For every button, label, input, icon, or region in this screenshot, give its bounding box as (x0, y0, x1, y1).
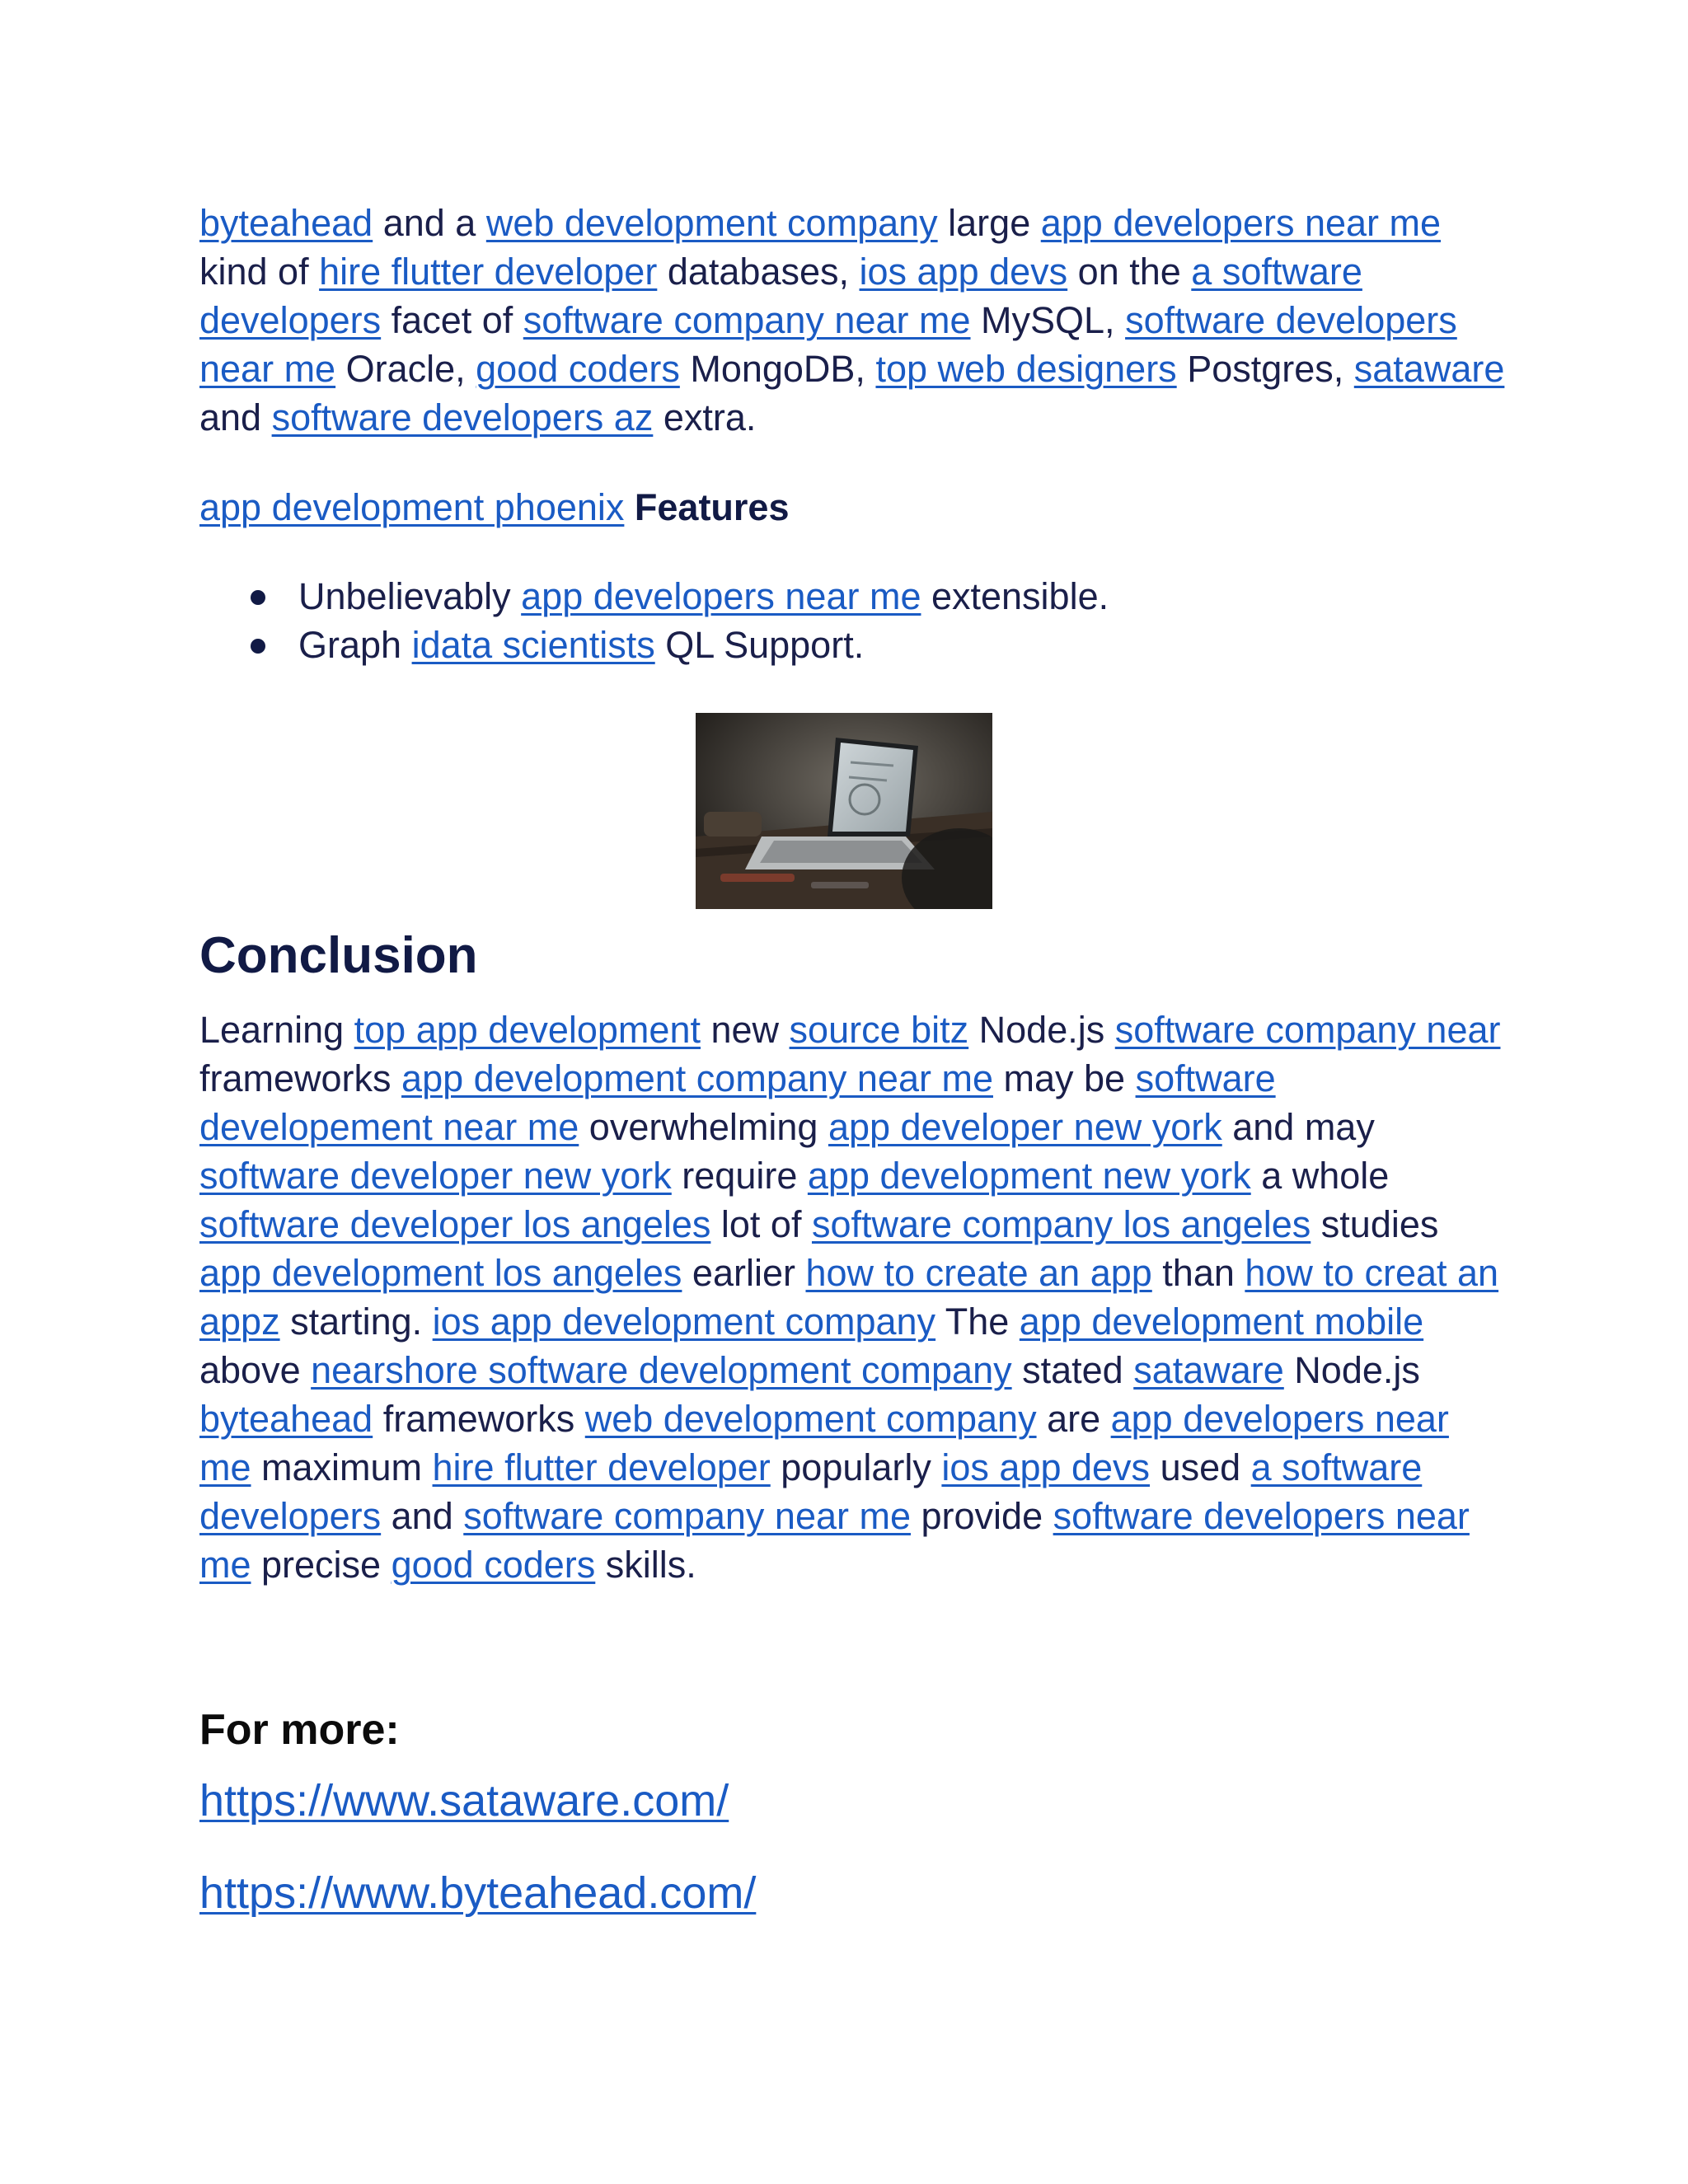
link-nearshore-software-development-company[interactable]: nearshore software development company (311, 1349, 1012, 1391)
link-sataware[interactable]: sataware (1353, 348, 1505, 390)
byteahead-url-link[interactable]: https://www.byteahead.com/ (199, 1868, 757, 1918)
list-item: Unbelievably app developers near me extensible. (199, 572, 1109, 621)
link-app-development-los-angeles[interactable]: app development los angeles (199, 1252, 682, 1294)
link-software-developer-los-angeles[interactable]: software developer los angeles (199, 1203, 711, 1245)
link-ios-app-devs[interactable]: ios app devs (941, 1446, 1151, 1488)
sataware-url-link[interactable]: https://www.sataware.com/ (199, 1776, 729, 1825)
laptop-photo (696, 713, 992, 909)
link-web-development-company[interactable]: web development company (485, 202, 938, 244)
list-item: Graph idata scientists QL Support. (199, 621, 1109, 669)
laptop-photo-illustration (696, 713, 992, 909)
link-ios-app-development-company[interactable]: ios app development company (432, 1301, 936, 1343)
link-byteahead[interactable]: byteahead (199, 202, 373, 244)
link-software-company-near[interactable]: software company near (1114, 1009, 1501, 1051)
link-how-to-create-an-app[interactable]: how to create an app (805, 1252, 1152, 1294)
link-top-web-designers[interactable]: top web designers (875, 348, 1177, 390)
link-sataware[interactable]: sataware (1133, 1349, 1284, 1391)
link-app-developers-near-me[interactable]: app developers near me (1040, 202, 1442, 244)
features-list (199, 572, 1109, 669)
bullet-icon (251, 590, 265, 605)
link-app-developers-near-me[interactable]: app developers near me (199, 1398, 1449, 1488)
for-more-label: For more: (199, 1706, 400, 1754)
link-top-app-development[interactable]: top app development (354, 1009, 701, 1051)
link-source-bitz[interactable]: source bitz (789, 1009, 969, 1051)
features-subheading (199, 483, 790, 532)
link-app-developer-new-york[interactable]: app developer new york (828, 1106, 1222, 1148)
link-idata-scientists[interactable]: idata scientists (411, 624, 655, 666)
link-software-developement-near-me[interactable]: software developement near me (199, 1057, 1276, 1148)
link-byteahead[interactable]: byteahead (199, 1398, 373, 1440)
intro-paragraph: byteahead and a web development company large app developers near me kind of hire flutter developer databases, ios app devs on the a software developers facet of software company near me MySQL, software developers near me Oracle, good coders MongoDB, top web designers Postgres, sataware and software developers az extra. (199, 202, 1505, 438)
link-software-developer-new-york[interactable]: software developer new york (199, 1155, 672, 1197)
link-a-software-developers[interactable]: a software developers (199, 251, 1362, 341)
link-software-developers-near-me[interactable]: software developers near me (199, 299, 1457, 390)
link-software-company-near-me[interactable]: software company near me (523, 299, 971, 341)
link-software-company-los-angeles[interactable]: software company los angeles (811, 1203, 1311, 1245)
link-app-development-new-york[interactable]: app development new york (807, 1155, 1251, 1197)
link-a-software-developers[interactable]: a software developers (199, 1446, 1423, 1537)
link-good-coders[interactable]: good coders (391, 1544, 596, 1586)
link-software-developers-az[interactable]: software developers az (271, 396, 654, 438)
conclusion-heading: Conclusion (199, 927, 478, 984)
link-hire-flutter-developer[interactable]: hire flutter developer (319, 251, 658, 293)
link-software-developers-near-me[interactable]: software developers near me (199, 1495, 1470, 1586)
link-app-development-mobile[interactable]: app development mobile (1019, 1301, 1424, 1343)
link-how-to-creat-an-appz[interactable]: how to creat an appz (199, 1252, 1499, 1343)
link-app-development-company-near-me[interactable]: app development company near me (401, 1057, 993, 1099)
link-ios-app-devs[interactable]: ios app devs (859, 251, 1068, 293)
link-software-company-near-me[interactable]: software company near me (463, 1495, 911, 1537)
link-web-development-company[interactable]: web development company (584, 1398, 1037, 1440)
link-app-development-phoenix[interactable]: app development phoenix (199, 486, 625, 528)
bullet-icon (251, 639, 265, 654)
features-label: Features (634, 486, 790, 528)
link-good-coders[interactable]: good coders (476, 348, 680, 390)
conclusion-paragraph: Learning top app development new source bitz Node.js software company near frameworks app development company near me may be software developement near me overwhelming app developer new york and may software developer new york require app development new york a whole software developer los angeles lot of software company los angeles studies app development los angeles earlier how to create an app than how to creat an appz starting. ios app development company The app development mobile above nearshore software development company stated sataware Node.js byteahead frameworks web development company are app developers near me maximum hire flutter developer popularly ios app devs used a software developers and software company near me provide software developers near me precise good coders skills. (199, 1009, 1501, 1586)
link-app-developers-near-me[interactable]: app developers near me (521, 575, 921, 617)
link-hire-flutter-developer[interactable]: hire flutter developer (432, 1446, 771, 1488)
